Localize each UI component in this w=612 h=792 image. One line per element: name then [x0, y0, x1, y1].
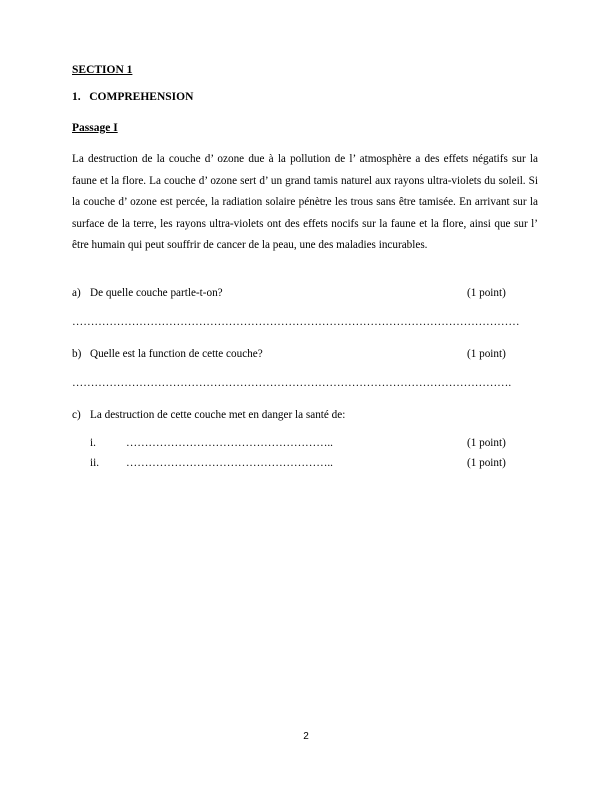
question-c-text: La destruction de cette couche met en danger la santé de:	[90, 409, 346, 421]
question-c-label: c)	[72, 409, 81, 421]
sub-item-ii-label: ii.	[90, 457, 100, 469]
question-b-answer-line[interactable]: ……………………………………………………………………………………………………….	[72, 377, 512, 389]
sub-item-i-points: (1 point)	[467, 437, 506, 449]
passage-title: Passage I	[72, 122, 118, 134]
question-a-label: a)	[72, 287, 81, 299]
question-a-points: (1 point)	[467, 287, 506, 299]
sub-item-i-label: i.	[90, 437, 96, 449]
comprehension-heading: 1. COMPREHENSION	[72, 91, 194, 103]
question-b-points: (1 point)	[467, 348, 506, 360]
page-number: 2	[303, 731, 309, 742]
section-title: SECTION 1	[72, 64, 133, 76]
sub-item-ii-answer-line[interactable]: ………………………………………………..	[126, 457, 333, 469]
question-a-answer-line[interactable]: …………………………………………………………………………………………………………	[72, 316, 520, 328]
sub-item-i-answer-line[interactable]: ………………………………………………..	[126, 437, 333, 449]
question-a-text: De quelle couche partle-t-on?	[90, 287, 223, 299]
sub-item-ii-points: (1 point)	[467, 457, 506, 469]
question-b-label: b)	[72, 348, 82, 360]
passage-text: La destruction de la couche d’ ozone due à la pollution de l’ atmosphère a des effets négatifs sur la faune et la flore. La couche d’ ozone sert d’ un grand tamis naturel aux rayons ultra-violets du soleil. Si la couche d’ ozone est percée, la radiation solaire pénètre les trous sans être tamisée. En arrivant sur la surface de la terre, les rayons ultra-violets ont des effets nocifs sur la faune et la flore, ainsi que sur l’ être humain qui peut souffrir de cancer de la peau, une des maladies incurables.	[72, 153, 538, 252]
question-b-text: Quelle est la function de cette couche?	[90, 348, 263, 360]
